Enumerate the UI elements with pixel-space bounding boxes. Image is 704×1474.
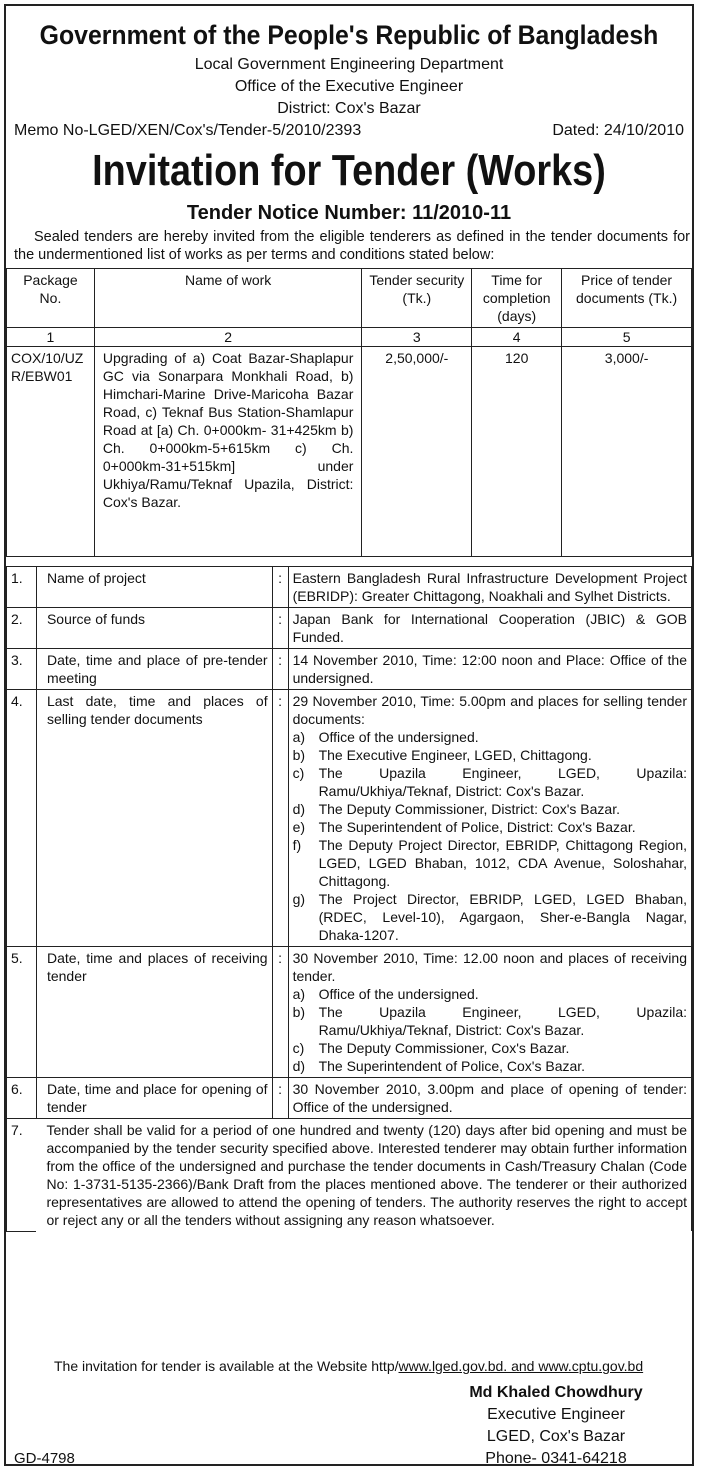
list-key: b)	[292, 1004, 306, 1020]
col-number: 1	[7, 328, 95, 347]
work-name: Upgrading of a) Coat Bazar-Shaplapur GC via Sonarpara Monkhali Road, b) Himchari-Marine Drive-Maricoha Bazar Road, c) Teknaf Bus Station-Shamlapur Road at [a) Ch. 0+000km- 31+425km b) Ch. 0+000km-5+615km c) Ch. 0+000km-31+515km] under Ukhiya/Ramu/Teknaf Upazila, District: Cox's Bazar.	[94, 347, 362, 557]
list-text: The Superintendent of Police, Cox's Bazar.	[318, 1058, 586, 1074]
row-label: Date, time and place for opening of tender	[36, 1078, 272, 1119]
list-item	[293, 985, 687, 1003]
row-label: Source of funds	[36, 608, 272, 649]
row-number: 6.	[7, 1078, 37, 1119]
list-key: d)	[292, 1058, 306, 1074]
list-item	[293, 1057, 687, 1075]
signatory-designation: Executive Engineer	[487, 1406, 625, 1423]
signatory-office: LGED, Cox's Bazar	[486, 1428, 626, 1445]
list-key: g)	[292, 891, 306, 907]
row-value: Japan Bank for International Cooperation (JBIC) & GOB Funded.	[288, 608, 691, 649]
list-text: The Upazila Engineer, LGED, Upazila: Ramu/Ukhiya/Teknaf, District: Cox's Bazar.	[318, 765, 687, 799]
list-text: The Deputy Commissioner, Cox's Bazar.	[318, 1040, 570, 1056]
row-number: 5.	[7, 947, 37, 1078]
row-colon: :	[272, 1078, 288, 1119]
col-number: 5	[562, 328, 692, 347]
office-line: Office of the Executive Engineer	[234, 78, 464, 95]
list-item	[293, 746, 687, 764]
memo-number: Memo No-LGED/XEN/Cox's/Tender-5/2010/2393	[14, 122, 362, 139]
details-table	[6, 566, 692, 1232]
row-label: Last date, time and places of selling tender documents	[36, 690, 272, 947]
header-price: Price of tender documents (Tk.)	[562, 269, 692, 328]
row-colon: :	[272, 567, 288, 608]
table-row	[7, 649, 692, 690]
list-text: The Executive Engineer, LGED, Chittagong.	[318, 747, 592, 763]
completion-time: 120	[472, 347, 562, 557]
tender-notice-number: Tender Notice Number: 11/2010-11	[186, 202, 512, 224]
document-price: 3,000/-	[562, 347, 692, 557]
header-security: Tender security (Tk.)	[362, 269, 472, 328]
tender-notice-page	[4, 4, 694, 1466]
intro-paragraph: Sealed tenders are hereby invited from the eligible tenderers as defined in the tender documents for the undermentioned list of works as per terms and conditions stated below:	[14, 229, 690, 263]
gd-number: GD-4798	[14, 1450, 75, 1467]
website-line	[54, 1358, 643, 1374]
list-key: c)	[292, 1040, 305, 1056]
website-links[interactable]: www.lged.gov.bd. and www.cptu.gov.bd	[398, 1358, 644, 1374]
list-item	[293, 728, 687, 746]
validity-paragraph: Tender shall be valid for a period of one hundred and twenty (120) days after bid opening and must be accompanied by the tender security specified above. Interested tenderer may obtain further information from the office of the undersigned and purchase the tender documents in Cash/Treasury Chalan (Code No: 1-3731-5135-2366)/Bank Draft from the places mentioned above. The tenderer or their authorized representatives are allowed to attend the opening of tenders. The authority reserves the right to accept or reject any or all the tenders without assigning any reason whatsoever.	[36, 1119, 691, 1232]
row-value-text: 29 November 2010, Time: 5.00pm and places for selling tender documents:	[292, 693, 687, 727]
list-item	[293, 1039, 687, 1057]
list-item	[293, 890, 687, 944]
row-colon: :	[272, 608, 288, 649]
row-value: Eastern Bangladesh Rural Infrastructure Development Project (EBRIDP): Greater Chittagong, Noakhali and Sylhet Districts.	[288, 567, 691, 608]
list-text: The Project Director, EBRIDP, LGED, LGED Bhaban, (RDEC, Level-10), Agargaon, Sher-e-Bangla Nagar, Dhaka-1207.	[318, 891, 687, 943]
row-number: 2.	[7, 608, 37, 649]
list-key: a)	[292, 986, 306, 1002]
row-value	[288, 947, 691, 1078]
list-key: a)	[292, 729, 306, 745]
table-row	[7, 347, 692, 557]
list-item	[293, 836, 687, 890]
works-table-header	[7, 269, 692, 328]
list-item	[293, 764, 687, 800]
department-line: Local Government Engineering Department	[194, 56, 504, 73]
list-text: The Superintendent of Police, District: Cox's Bazar.	[318, 819, 636, 835]
list-text: Office of the undersigned.	[318, 986, 479, 1002]
table-row	[7, 1119, 692, 1232]
row-label: Date, time and places of receiving tender	[36, 947, 272, 1078]
list-key: b)	[292, 747, 306, 763]
works-table	[6, 268, 692, 557]
signature-block	[436, 1382, 676, 1470]
col-number: 4	[472, 328, 562, 347]
row-label: Date, time and place of pre-tender meeting	[36, 649, 272, 690]
row-value-text: 30 November 2010, Time: 12.00 noon and places of receiving tender.	[292, 950, 687, 984]
row-value: 30 November 2010, 3.00pm and place of opening of tender: Office of the undersigned.	[288, 1078, 691, 1119]
list-key: e)	[292, 819, 306, 835]
list-text: The Upazila Engineer, LGED, Upazila: Ramu/Ukhiya/Teknaf, District: Cox's Bazar.	[318, 1004, 687, 1038]
header-package: Package No.	[7, 269, 95, 328]
list-text: Office of the undersigned.	[318, 729, 479, 745]
list-item	[293, 818, 687, 836]
header-name: Name of work	[94, 269, 362, 328]
document-title: Invitation for Tender (Works)	[92, 146, 606, 195]
col-number: 3	[362, 328, 472, 347]
works-table-col-numbers	[7, 328, 692, 347]
list-key: d)	[292, 801, 306, 817]
memo-date: Dated: 24/10/2010	[552, 122, 684, 139]
table-row	[7, 690, 692, 947]
government-heading: Government of the People's Republic of Bangladesh	[39, 20, 659, 50]
list-text: The Deputy Project Director, EBRIDP, Chittagong Region, LGED, LGED Bhaban, 1012, CDA Avenue, Soloshahar, Chittagong.	[318, 837, 687, 889]
list-item	[293, 1003, 687, 1039]
list-key: f)	[292, 837, 302, 853]
signatory-phone: Phone- 0341-64218	[485, 1450, 627, 1467]
row-colon: :	[272, 947, 288, 1078]
list-text: The Deputy Commissioner, District: Cox's Bazar.	[318, 801, 620, 817]
row-number: 4.	[7, 690, 37, 947]
list-key: c)	[292, 765, 305, 781]
table-row	[7, 1078, 692, 1119]
signatory-name: Md Khaled Chowdhury	[469, 1384, 643, 1401]
row-number: 3.	[7, 649, 37, 690]
header-time: Time for completion (days)	[472, 269, 562, 328]
row-number: 1.	[7, 567, 37, 608]
tender-security: 2,50,000/-	[362, 347, 472, 557]
list-item	[293, 800, 687, 818]
row-value: 14 November 2010, Time: 12:00 noon and Place: Office of the undersigned.	[288, 649, 691, 690]
row-value	[288, 690, 691, 947]
table-row	[7, 567, 692, 608]
table-row	[7, 608, 692, 649]
row-number: 7.	[7, 1119, 37, 1232]
row-label: Name of project	[36, 567, 272, 608]
row-colon: :	[272, 649, 288, 690]
row-colon: :	[272, 690, 288, 947]
package-number: COX/10/UZR/EBW01	[7, 347, 95, 557]
col-number: 2	[94, 328, 362, 347]
table-row	[7, 947, 692, 1078]
district-line: District: Cox's Bazar	[277, 100, 421, 117]
website-text: The invitation for tender is available at the Website http/	[54, 1358, 399, 1374]
